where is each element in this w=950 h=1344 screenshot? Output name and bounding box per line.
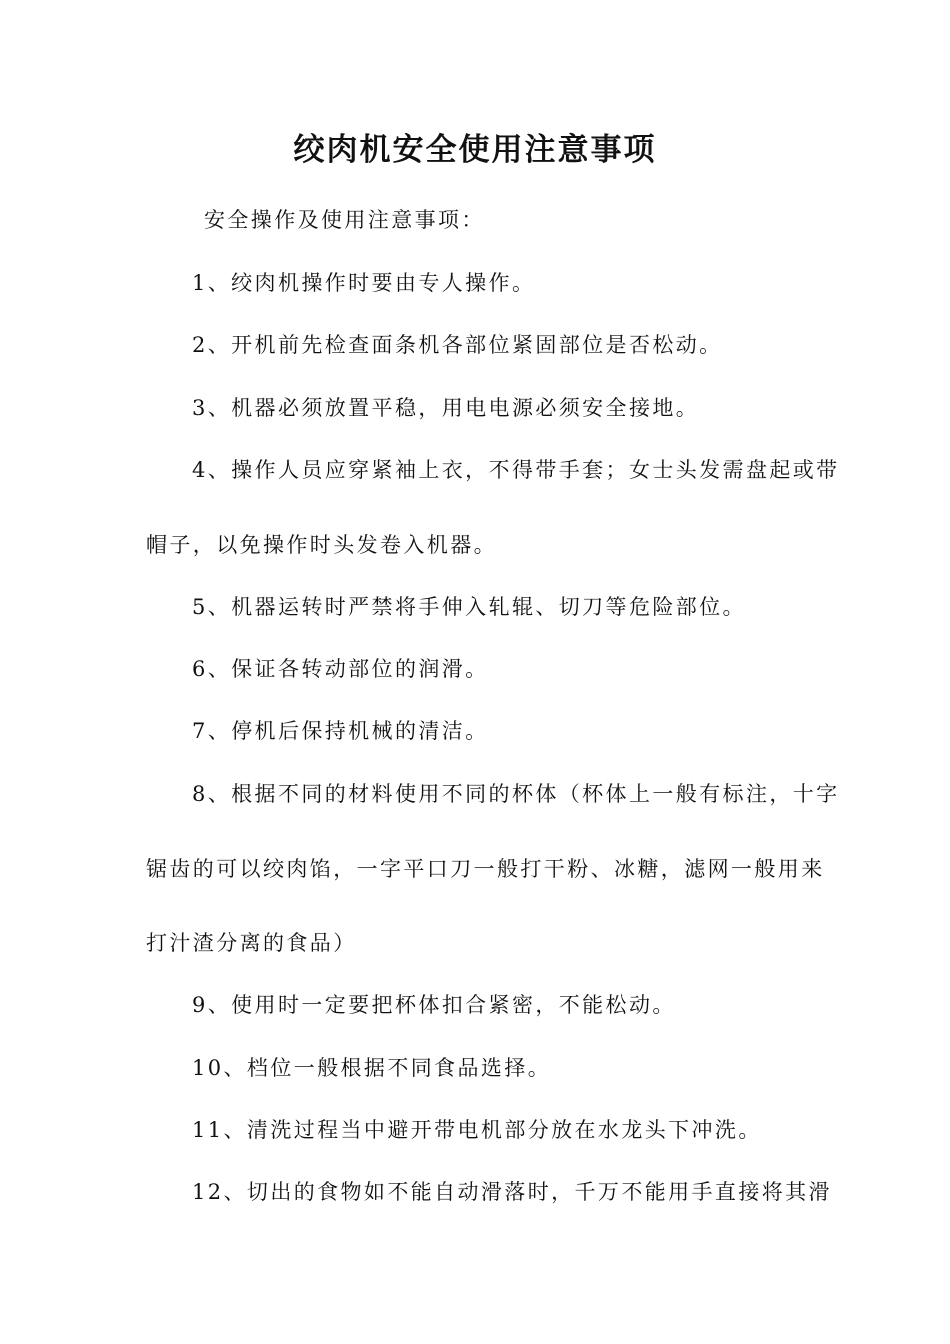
item-7: 7、停机后保持机械的清洁。 bbox=[192, 719, 489, 743]
document-title: 绞肉机安全使用注意事项 bbox=[293, 132, 657, 168]
item-9: 9、使用时一定要把杯体扣合紧密，不能松动。 bbox=[192, 993, 676, 1017]
item-2: 2、开机前先检查面条机各部位紧固部位是否松动。 bbox=[192, 333, 723, 357]
item-6: 6、保证各转动部位的润滑。 bbox=[192, 657, 489, 681]
item-12: 12、切出的食物如不能自动滑落时，千万不能用手直接将其滑 bbox=[192, 1180, 832, 1204]
item-8-line-1: 8、根据不同的材料使用不同的杯体（杯体上一般有标注，十字 bbox=[192, 782, 840, 806]
item-8-line-2: 锯齿的可以绞肉馅，一字平口刀一般打干粉、冰糖，滤网一般用来 bbox=[146, 857, 825, 881]
item-11: 11、清洗过程当中避开带电机部分放在水龙头下冲洗。 bbox=[192, 1118, 762, 1142]
item-5: 5、机器运转时严禁将手伸入轧辊、切刀等危险部位。 bbox=[192, 595, 746, 619]
item-4-line-1: 4、操作人员应穿紧袖上衣，不得带手套；女士头发需盘起或带 bbox=[192, 458, 840, 482]
item-4-line-2: 帽子，以免操作时头发卷入机器。 bbox=[146, 533, 497, 557]
item-8-line-3: 打汁渣分离的食品） bbox=[146, 931, 357, 955]
intro-text: 安全操作及使用注意事项： bbox=[204, 208, 485, 232]
item-1: 1、绞肉机操作时要由专人操作。 bbox=[192, 271, 536, 295]
item-3: 3、机器必须放置平稳，用电电源必须安全接地。 bbox=[192, 396, 700, 420]
item-10: 10、档位一般根据不同食品选择。 bbox=[192, 1056, 552, 1080]
